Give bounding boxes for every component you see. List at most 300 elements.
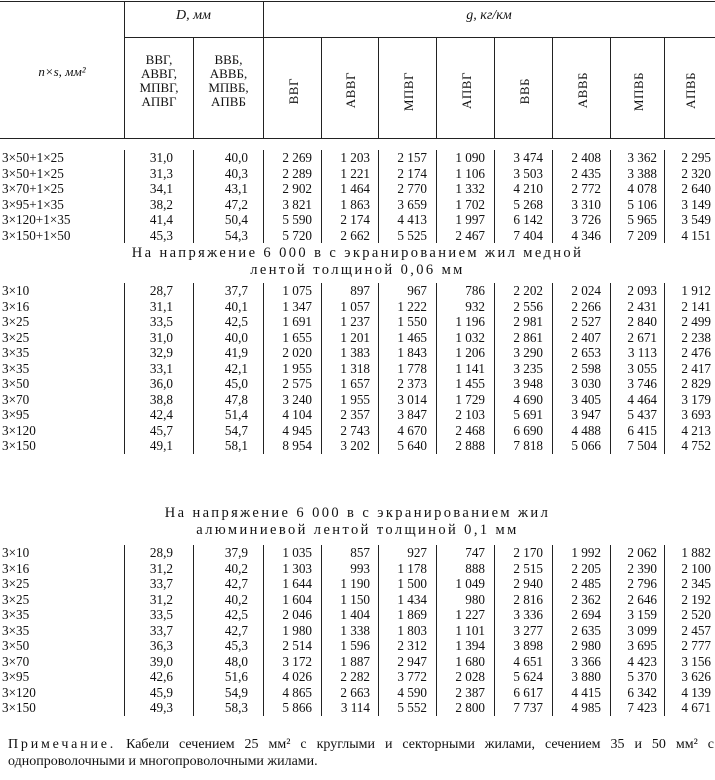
cross-section-cell: 3×150 bbox=[2, 438, 36, 453]
table-row bbox=[0, 392, 715, 407]
column-divider bbox=[124, 150, 125, 243]
value-cell: 33,1 bbox=[149, 360, 173, 376]
weight-header: g, кг/км bbox=[466, 8, 512, 23]
value-cell: 6 690 bbox=[513, 422, 543, 438]
value-cell: 857 bbox=[350, 545, 370, 560]
value-cell: 2 093 bbox=[627, 283, 657, 298]
table-row bbox=[0, 607, 715, 622]
value-cell: 2 598 bbox=[571, 360, 601, 376]
value-cell: 40,0 bbox=[224, 329, 248, 345]
value-cell: 4 945 bbox=[282, 422, 312, 438]
value-cell: 33,7 bbox=[149, 622, 173, 638]
value-cell: 3 202 bbox=[340, 438, 370, 453]
g-col-header: ВВГ bbox=[286, 78, 301, 105]
cross-section-header: n×s, мм² bbox=[38, 64, 86, 79]
value-cell: 5 552 bbox=[397, 700, 427, 715]
value-cell: 3 179 bbox=[681, 391, 711, 407]
value-cell: 2 694 bbox=[571, 607, 601, 622]
column-divider bbox=[193, 545, 194, 716]
value-cell: 40,0 bbox=[224, 150, 248, 165]
value-cell: 4 078 bbox=[627, 181, 657, 196]
table-row bbox=[0, 330, 715, 345]
cross-section-cell: 3×25 bbox=[2, 591, 30, 607]
value-cell: 1 657 bbox=[340, 376, 370, 391]
cross-section-cell: 3×10 bbox=[2, 545, 30, 560]
column-divider bbox=[552, 283, 553, 454]
cross-section-cell: 3×70+1×25 bbox=[2, 181, 64, 196]
header-divider bbox=[610, 37, 611, 139]
value-cell: 5 268 bbox=[513, 196, 543, 212]
value-cell: 4 590 bbox=[397, 684, 427, 700]
value-cell: 40,3 bbox=[224, 165, 248, 181]
table-row bbox=[0, 197, 715, 212]
header-divider bbox=[494, 37, 495, 139]
value-cell: 5 106 bbox=[627, 196, 657, 212]
value-cell: 1 303 bbox=[282, 560, 312, 576]
value-cell: 3 172 bbox=[282, 653, 312, 669]
value-cell: 1 049 bbox=[455, 576, 485, 591]
value-cell: 3 503 bbox=[513, 165, 543, 181]
value-cell: 1 464 bbox=[340, 181, 370, 196]
value-cell: 1 992 bbox=[571, 545, 601, 560]
value-cell: 786 bbox=[465, 283, 485, 298]
value-cell: 5 965 bbox=[627, 212, 657, 227]
value-cell: 6 142 bbox=[513, 212, 543, 227]
value-cell: 36,3 bbox=[149, 638, 173, 653]
value-cell: 1 604 bbox=[282, 591, 312, 607]
header-bottom-rule bbox=[0, 138, 715, 139]
value-cell: 2 269 bbox=[282, 150, 312, 165]
value-cell: 2 772 bbox=[571, 181, 601, 196]
value-cell: 37,7 bbox=[224, 283, 248, 298]
header-line: МПВГ, bbox=[139, 80, 179, 95]
cross-section-cell: 3×35 bbox=[2, 607, 30, 622]
table-row bbox=[0, 376, 715, 391]
value-cell: 897 bbox=[350, 283, 370, 298]
g-col-header: МПВГ bbox=[401, 72, 416, 112]
value-cell: 2 485 bbox=[571, 576, 601, 591]
value-cell: 3 114 bbox=[340, 700, 370, 715]
cross-section-cell: 3×150+1×50 bbox=[2, 227, 71, 243]
table-row bbox=[0, 345, 715, 360]
value-cell: 4 690 bbox=[513, 391, 543, 407]
value-cell: 6 342 bbox=[627, 684, 657, 700]
value-cell: 3 388 bbox=[627, 165, 657, 181]
table-header bbox=[0, 0, 715, 140]
value-cell: 1 222 bbox=[397, 298, 427, 314]
value-cell: 5 624 bbox=[513, 669, 543, 684]
value-cell: 1 912 bbox=[681, 283, 711, 298]
value-cell: 3 948 bbox=[513, 376, 543, 391]
value-cell: 3 821 bbox=[282, 196, 312, 212]
cross-section-cell: 3×120 bbox=[2, 422, 36, 438]
column-divider bbox=[552, 545, 553, 716]
g-col-header: МПВБ bbox=[631, 72, 646, 112]
value-cell: 3 235 bbox=[513, 360, 543, 376]
g-col-header: АВВБ bbox=[575, 72, 590, 109]
cross-section-cell: 3×50+1×25 bbox=[2, 165, 64, 181]
value-cell: 31,0 bbox=[149, 329, 173, 345]
column-divider bbox=[124, 283, 125, 454]
value-cell: 7 404 bbox=[513, 227, 543, 243]
table-row bbox=[0, 283, 715, 298]
g-col-header: АПВБ bbox=[683, 72, 698, 109]
value-cell: 3 336 bbox=[513, 607, 543, 622]
header-divider bbox=[664, 37, 665, 139]
value-cell: 1 691 bbox=[282, 314, 312, 329]
value-cell: 41,4 bbox=[149, 212, 173, 227]
value-cell: 1 035 bbox=[282, 545, 312, 560]
value-cell: 927 bbox=[407, 545, 427, 560]
value-cell: 3 726 bbox=[571, 212, 601, 227]
column-divider bbox=[321, 283, 322, 454]
value-cell: 2 515 bbox=[513, 560, 543, 576]
table-row bbox=[0, 299, 715, 314]
value-cell: 34,1 bbox=[149, 181, 173, 196]
value-cell: 4 488 bbox=[571, 422, 601, 438]
value-cell: 3 014 bbox=[397, 391, 427, 407]
header-line: АПВГ bbox=[141, 94, 177, 109]
value-cell: 3 947 bbox=[571, 407, 601, 422]
value-cell: 1 338 bbox=[340, 622, 370, 638]
value-cell: 2 390 bbox=[627, 560, 657, 576]
value-cell: 45,9 bbox=[149, 684, 173, 700]
value-cell: 4 413 bbox=[397, 212, 427, 227]
table-section-3 bbox=[0, 545, 715, 717]
value-cell: 7 423 bbox=[627, 700, 657, 715]
value-cell: 51,6 bbox=[224, 669, 248, 684]
table-row bbox=[0, 685, 715, 700]
column-divider bbox=[610, 150, 611, 243]
value-cell: 4 464 bbox=[627, 391, 657, 407]
value-cell: 54,9 bbox=[224, 684, 248, 700]
value-cell: 2 800 bbox=[455, 700, 485, 715]
value-cell: 43,1 bbox=[224, 181, 248, 196]
value-cell: 1 465 bbox=[397, 329, 427, 345]
value-cell: 2 417 bbox=[681, 360, 711, 376]
footnote-text: Кабели сечением 25 мм² с круглыми и секторными жилами, сечением 35 и 50 мм² с однопроволочными и многопроволочными жилами. bbox=[8, 737, 714, 769]
value-cell: 3 693 bbox=[681, 407, 711, 422]
value-cell: 2 770 bbox=[397, 181, 427, 196]
value-cell: 49,1 bbox=[149, 438, 173, 453]
value-cell: 2 861 bbox=[513, 329, 543, 345]
value-cell: 38,8 bbox=[149, 391, 173, 407]
value-cell: 2 902 bbox=[282, 181, 312, 196]
value-cell: 2 431 bbox=[627, 298, 657, 314]
table-row bbox=[0, 700, 715, 715]
value-cell: 4 139 bbox=[681, 684, 711, 700]
value-cell: 3 290 bbox=[513, 345, 543, 360]
value-cell: 2 289 bbox=[282, 165, 312, 181]
value-cell: 993 bbox=[350, 560, 370, 576]
value-cell: 5 691 bbox=[513, 407, 543, 422]
value-cell: 1 196 bbox=[455, 314, 485, 329]
value-cell: 1 843 bbox=[397, 345, 427, 360]
value-cell: 2 238 bbox=[681, 329, 711, 345]
value-cell: 32,9 bbox=[149, 345, 173, 360]
value-cell: 1 644 bbox=[282, 576, 312, 591]
value-cell: 2 940 bbox=[513, 576, 543, 591]
value-cell: 42,7 bbox=[224, 622, 248, 638]
value-cell: 2 282 bbox=[340, 669, 370, 684]
value-cell: 1 655 bbox=[282, 329, 312, 345]
table-section-1 bbox=[0, 150, 715, 245]
value-cell: 1 318 bbox=[340, 360, 370, 376]
column-divider bbox=[321, 150, 322, 243]
value-cell: 4 865 bbox=[282, 684, 312, 700]
cross-section-cell: 3×35 bbox=[2, 345, 30, 360]
value-cell: 31,3 bbox=[149, 165, 173, 181]
column-divider bbox=[664, 283, 665, 454]
value-cell: 2 046 bbox=[282, 607, 312, 622]
cross-section-cell: 3×35 bbox=[2, 622, 30, 638]
value-cell: 2 777 bbox=[681, 638, 711, 653]
value-cell: 38,2 bbox=[149, 196, 173, 212]
value-cell: 4 670 bbox=[397, 422, 427, 438]
table-row bbox=[0, 212, 715, 227]
value-cell: 42,4 bbox=[149, 407, 173, 422]
column-divider bbox=[664, 150, 665, 243]
section-title-aluminium bbox=[0, 505, 715, 539]
value-cell: 4 151 bbox=[681, 227, 711, 243]
column-divider bbox=[263, 283, 264, 454]
table-row bbox=[0, 423, 715, 438]
g-col-header: АВВГ bbox=[343, 72, 358, 109]
value-cell: 1 237 bbox=[340, 314, 370, 329]
value-cell: 2 947 bbox=[397, 653, 427, 669]
value-cell: 2 468 bbox=[455, 422, 485, 438]
value-cell: 1 729 bbox=[455, 391, 485, 407]
value-cell: 2 476 bbox=[681, 345, 711, 360]
value-cell: 1 383 bbox=[340, 345, 370, 360]
value-cell: 2 266 bbox=[571, 298, 601, 314]
section-title-line: лентой толщиной 0,06 мм bbox=[250, 262, 465, 278]
value-cell: 1 882 bbox=[681, 545, 711, 560]
value-cell: 1 203 bbox=[340, 150, 370, 165]
value-cell: 7 209 bbox=[627, 227, 657, 243]
value-cell: 3 055 bbox=[627, 360, 657, 376]
value-cell: 4 415 bbox=[571, 684, 601, 700]
header-divider bbox=[378, 37, 379, 139]
value-cell: 45,3 bbox=[224, 638, 248, 653]
value-cell: 2 829 bbox=[681, 376, 711, 391]
table-row bbox=[0, 228, 715, 243]
value-cell: 3 626 bbox=[681, 669, 711, 684]
value-cell: 1 955 bbox=[282, 360, 312, 376]
value-cell: 54,3 bbox=[224, 227, 248, 243]
value-cell: 1 101 bbox=[455, 622, 485, 638]
cross-section-cell: 3×35 bbox=[2, 360, 30, 376]
footnote-label: Примечание. bbox=[8, 737, 117, 752]
value-cell: 31,2 bbox=[149, 560, 173, 576]
value-cell: 3 880 bbox=[571, 669, 601, 684]
value-cell: 747 bbox=[465, 545, 485, 560]
value-cell: 5 590 bbox=[282, 212, 312, 227]
value-cell: 1 141 bbox=[455, 360, 485, 376]
value-cell: 967 bbox=[407, 283, 427, 298]
value-cell: 45,3 bbox=[149, 227, 173, 243]
table-row bbox=[0, 166, 715, 181]
cross-section-cell: 3×95 bbox=[2, 407, 30, 422]
value-cell: 3 156 bbox=[681, 653, 711, 669]
value-cell: 31,0 bbox=[149, 150, 173, 165]
column-divider bbox=[436, 150, 437, 243]
header-line: МПВБ, bbox=[208, 80, 249, 95]
value-cell: 40,2 bbox=[224, 591, 248, 607]
value-cell: 4 346 bbox=[571, 227, 601, 243]
value-cell: 2 345 bbox=[681, 576, 711, 591]
value-cell: 1 500 bbox=[397, 576, 427, 591]
column-divider bbox=[610, 283, 611, 454]
value-cell: 1 347 bbox=[282, 298, 312, 314]
value-cell: 7 737 bbox=[513, 700, 543, 715]
value-cell: 8 954 bbox=[282, 438, 312, 453]
value-cell: 1 803 bbox=[397, 622, 427, 638]
value-cell: 1 221 bbox=[340, 165, 370, 181]
column-divider bbox=[378, 545, 379, 716]
section-title-line: алюминиевой лентой толщиной 0,1 мм bbox=[196, 522, 519, 538]
value-cell: 3 659 bbox=[397, 196, 427, 212]
value-cell: 5 525 bbox=[397, 227, 427, 243]
value-cell: 4 985 bbox=[571, 700, 601, 715]
value-cell: 2 556 bbox=[513, 298, 543, 314]
cross-section-cell: 3×25 bbox=[2, 314, 30, 329]
table-row bbox=[0, 561, 715, 576]
value-cell: 7 504 bbox=[627, 438, 657, 453]
column-divider bbox=[664, 545, 665, 716]
value-cell: 2 816 bbox=[513, 591, 543, 607]
value-cell: 4 026 bbox=[282, 669, 312, 684]
diameter-header: D, мм bbox=[176, 8, 211, 23]
value-cell: 2 312 bbox=[397, 638, 427, 653]
value-cell: 2 499 bbox=[681, 314, 711, 329]
value-cell: 28,9 bbox=[149, 545, 173, 560]
value-cell: 3 362 bbox=[627, 150, 657, 165]
table-row bbox=[0, 545, 715, 560]
value-cell: 3 149 bbox=[681, 196, 711, 212]
value-cell: 2 020 bbox=[282, 345, 312, 360]
value-cell: 2 362 bbox=[571, 591, 601, 607]
value-cell: 2 640 bbox=[681, 181, 711, 196]
value-cell: 33,5 bbox=[149, 314, 173, 329]
header-divider bbox=[552, 37, 553, 139]
value-cell: 4 651 bbox=[513, 653, 543, 669]
value-cell: 3 113 bbox=[627, 345, 657, 360]
table-row bbox=[0, 314, 715, 329]
value-cell: 888 bbox=[465, 560, 485, 576]
value-cell: 39,0 bbox=[149, 653, 173, 669]
value-cell: 2 796 bbox=[627, 576, 657, 591]
cross-section-cell: 3×25 bbox=[2, 576, 30, 591]
value-cell: 5 640 bbox=[397, 438, 427, 453]
value-cell: 3 772 bbox=[397, 669, 427, 684]
value-cell: 49,3 bbox=[149, 700, 173, 715]
value-cell: 1 997 bbox=[455, 212, 485, 227]
value-cell: 3 898 bbox=[513, 638, 543, 653]
subheader-rule bbox=[124, 37, 715, 38]
value-cell: 2 205 bbox=[571, 560, 601, 576]
value-cell: 4 213 bbox=[681, 422, 711, 438]
value-cell: 2 646 bbox=[627, 591, 657, 607]
value-cell: 48,0 bbox=[224, 653, 248, 669]
value-cell: 1 332 bbox=[455, 181, 485, 196]
value-cell: 3 277 bbox=[513, 622, 543, 638]
value-cell: 2 635 bbox=[571, 622, 601, 638]
value-cell: 1 206 bbox=[455, 345, 485, 360]
value-cell: 58,3 bbox=[224, 700, 248, 715]
value-cell: 932 bbox=[465, 298, 485, 314]
diameter-col-unarmored bbox=[125, 53, 193, 109]
value-cell: 4 210 bbox=[513, 181, 543, 196]
column-divider bbox=[610, 545, 611, 716]
column-divider bbox=[436, 545, 437, 716]
cross-section-cell: 3×120+1×35 bbox=[2, 212, 71, 227]
value-cell: 5 370 bbox=[627, 669, 657, 684]
cross-section-cell: 3×16 bbox=[2, 560, 30, 576]
column-divider bbox=[378, 283, 379, 454]
cross-section-cell: 3×120 bbox=[2, 684, 36, 700]
cross-section-cell: 3×150 bbox=[2, 700, 36, 715]
diameter-col-armored bbox=[194, 53, 263, 109]
table-row bbox=[0, 592, 715, 607]
value-cell: 1 150 bbox=[340, 591, 370, 607]
value-cell: 1 869 bbox=[397, 607, 427, 622]
value-cell: 42,5 bbox=[224, 607, 248, 622]
value-cell: 3 159 bbox=[627, 607, 657, 622]
value-cell: 1 394 bbox=[455, 638, 485, 653]
g-col-header: АПВГ bbox=[459, 72, 474, 109]
value-cell: 5 437 bbox=[627, 407, 657, 422]
value-cell: 6 415 bbox=[627, 422, 657, 438]
value-cell: 3 310 bbox=[571, 196, 601, 212]
value-cell: 3 746 bbox=[627, 376, 657, 391]
value-cell: 31,2 bbox=[149, 591, 173, 607]
value-cell: 40,2 bbox=[224, 560, 248, 576]
value-cell: 42,1 bbox=[224, 360, 248, 376]
value-cell: 2 024 bbox=[571, 283, 601, 298]
column-divider bbox=[124, 545, 125, 716]
value-cell: 47,8 bbox=[224, 391, 248, 407]
table-row bbox=[0, 150, 715, 165]
value-cell: 2 457 bbox=[681, 622, 711, 638]
value-cell: 3 099 bbox=[627, 622, 657, 638]
value-cell: 2 981 bbox=[513, 314, 543, 329]
value-cell: 2 028 bbox=[455, 669, 485, 684]
value-cell: 4 423 bbox=[627, 653, 657, 669]
footnote bbox=[8, 736, 714, 770]
column-divider bbox=[378, 150, 379, 243]
value-cell: 2 103 bbox=[455, 407, 485, 422]
value-cell: 2 653 bbox=[571, 345, 601, 360]
value-cell: 42,6 bbox=[149, 669, 173, 684]
section-title-copper bbox=[0, 245, 715, 279]
value-cell: 47,2 bbox=[224, 196, 248, 212]
value-cell: 1 090 bbox=[455, 150, 485, 165]
table-row bbox=[0, 181, 715, 196]
column-divider bbox=[193, 150, 194, 243]
value-cell: 3 847 bbox=[397, 407, 427, 422]
header-line: АПВБ bbox=[211, 94, 246, 109]
value-cell: 2 174 bbox=[340, 212, 370, 227]
cross-section-cell: 3×50 bbox=[2, 638, 30, 653]
value-cell: 2 514 bbox=[282, 638, 312, 653]
header-line: ВВБ, bbox=[214, 52, 243, 67]
value-cell: 2 840 bbox=[627, 314, 657, 329]
value-cell: 1 227 bbox=[455, 607, 485, 622]
value-cell: 1 455 bbox=[455, 376, 485, 391]
table-row bbox=[0, 623, 715, 638]
value-cell: 3 474 bbox=[513, 150, 543, 165]
